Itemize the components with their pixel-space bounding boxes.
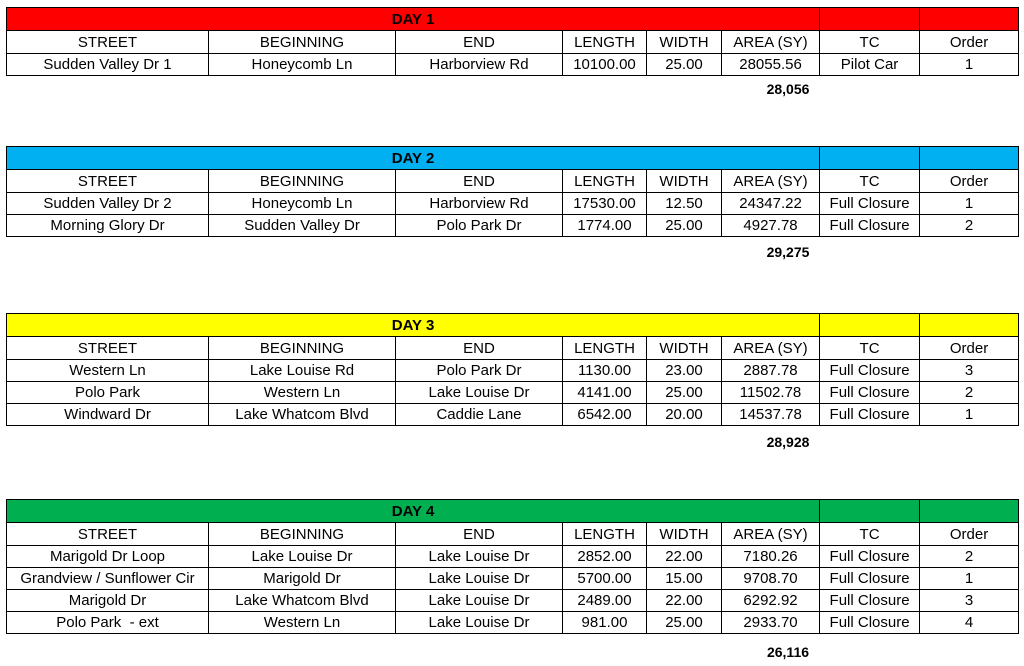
column-header-row xyxy=(7,523,1019,546)
col-header-beginning: BEGINNING xyxy=(209,31,396,54)
cell-end: Harborview Rd xyxy=(396,193,563,215)
cell-area: 11502.78 xyxy=(722,382,820,404)
day-title: DAY 4 xyxy=(7,500,820,523)
cell-length: 1774.00 xyxy=(563,215,647,237)
header-fill-cell xyxy=(920,147,1019,170)
cell-street: Marigold Dr xyxy=(7,590,209,612)
col-header-end: END xyxy=(396,337,563,360)
cell-length: 2489.00 xyxy=(563,590,647,612)
col-header-tc: TC xyxy=(820,170,920,193)
cell-end: Lake Louise Dr xyxy=(396,382,563,404)
cell-tc: Full Closure xyxy=(820,612,920,634)
cell-beginning: Lake Whatcom Blvd xyxy=(209,404,396,426)
cell-order: 1 xyxy=(920,568,1019,590)
cell-order: 4 xyxy=(920,612,1019,634)
day-header-row xyxy=(7,500,1019,523)
col-header-width: WIDTH xyxy=(647,170,722,193)
day3-total: 28,928 xyxy=(766,434,810,450)
table-row xyxy=(7,193,1019,215)
cell-width: 25.00 xyxy=(647,54,722,76)
cell-order: 2 xyxy=(920,382,1019,404)
cell-width: 25.00 xyxy=(647,382,722,404)
col-header-area: AREA (SY) xyxy=(722,170,820,193)
cell-width: 25.00 xyxy=(647,215,722,237)
day-title: DAY 3 xyxy=(7,314,820,337)
cell-beginning: Honeycomb Ln xyxy=(209,54,396,76)
day1-total: 28,056 xyxy=(766,81,810,97)
cell-beginning: Sudden Valley Dr xyxy=(209,215,396,237)
cell-width: 22.00 xyxy=(647,590,722,612)
col-header-width: WIDTH xyxy=(647,523,722,546)
cell-order: 3 xyxy=(920,360,1019,382)
header-fill-cell xyxy=(920,8,1019,31)
cell-street: Morning Glory Dr xyxy=(7,215,209,237)
col-header-street: STREET xyxy=(7,337,209,360)
cell-length: 4141.00 xyxy=(563,382,647,404)
table-row xyxy=(7,360,1019,382)
col-header-end: END xyxy=(396,170,563,193)
cell-end: Harborview Rd xyxy=(396,54,563,76)
cell-order: 3 xyxy=(920,590,1019,612)
header-fill-cell xyxy=(820,8,920,31)
cell-width: 22.00 xyxy=(647,546,722,568)
day-header-row xyxy=(7,314,1019,337)
table-row xyxy=(7,215,1019,237)
col-header-area: AREA (SY) xyxy=(722,337,820,360)
col-header-order: Order xyxy=(920,170,1019,193)
day3-block xyxy=(6,313,1019,426)
day4-total: 26,116 xyxy=(766,644,810,660)
table-row xyxy=(7,382,1019,404)
cell-width: 15.00 xyxy=(647,568,722,590)
col-header-area: AREA (SY) xyxy=(722,31,820,54)
col-header-length: LENGTH xyxy=(563,170,647,193)
cell-length: 10100.00 xyxy=(563,54,647,76)
col-header-width: WIDTH xyxy=(647,31,722,54)
day2-table xyxy=(6,146,1019,237)
cell-length: 5700.00 xyxy=(563,568,647,590)
col-header-length: LENGTH xyxy=(563,337,647,360)
cell-end: Lake Louise Dr xyxy=(396,546,563,568)
table-row xyxy=(7,54,1019,76)
cell-width: 20.00 xyxy=(647,404,722,426)
cell-order: 1 xyxy=(920,193,1019,215)
column-header-row xyxy=(7,170,1019,193)
col-header-order: Order xyxy=(920,523,1019,546)
col-header-beginning: BEGINNING xyxy=(209,170,396,193)
day4-block xyxy=(6,499,1019,634)
cell-beginning: Honeycomb Ln xyxy=(209,193,396,215)
cell-width: 25.00 xyxy=(647,612,722,634)
cell-street: Windward Dr xyxy=(7,404,209,426)
cell-area: 9708.70 xyxy=(722,568,820,590)
cell-beginning: Marigold Dr xyxy=(209,568,396,590)
cell-tc: Full Closure xyxy=(820,215,920,237)
cell-end: Lake Louise Dr xyxy=(396,568,563,590)
col-header-order: Order xyxy=(920,31,1019,54)
cell-street: Grandview / Sunflower Cir xyxy=(7,568,209,590)
col-header-length: LENGTH xyxy=(563,31,647,54)
cell-length: 1130.00 xyxy=(563,360,647,382)
cell-length: 2852.00 xyxy=(563,546,647,568)
table-row xyxy=(7,590,1019,612)
cell-beginning: Western Ln xyxy=(209,382,396,404)
col-header-street: STREET xyxy=(7,523,209,546)
cell-end: Polo Park Dr xyxy=(396,215,563,237)
cell-end: Lake Louise Dr xyxy=(396,590,563,612)
col-header-beginning: BEGINNING xyxy=(209,523,396,546)
day-title: DAY 1 xyxy=(7,8,820,31)
cell-end: Lake Louise Dr xyxy=(396,612,563,634)
cell-length: 6542.00 xyxy=(563,404,647,426)
header-fill-cell xyxy=(920,500,1019,523)
day4-table xyxy=(6,499,1019,634)
header-fill-cell xyxy=(920,314,1019,337)
col-header-tc: TC xyxy=(820,31,920,54)
cell-tc: Full Closure xyxy=(820,590,920,612)
cell-tc: Full Closure xyxy=(820,404,920,426)
cell-order: 2 xyxy=(920,546,1019,568)
header-fill-cell xyxy=(820,147,920,170)
day2-block xyxy=(6,146,1019,237)
cell-end: Polo Park Dr xyxy=(396,360,563,382)
col-header-area: AREA (SY) xyxy=(722,523,820,546)
cell-length: 981.00 xyxy=(563,612,647,634)
day-header-row xyxy=(7,147,1019,170)
cell-area: 14537.78 xyxy=(722,404,820,426)
cell-area: 4927.78 xyxy=(722,215,820,237)
cell-area: 2933.70 xyxy=(722,612,820,634)
cell-width: 23.00 xyxy=(647,360,722,382)
col-header-width: WIDTH xyxy=(647,337,722,360)
cell-tc: Full Closure xyxy=(820,568,920,590)
cell-tc: Pilot Car xyxy=(820,54,920,76)
day-header-row xyxy=(7,8,1019,31)
day-title: DAY 2 xyxy=(7,147,820,170)
header-fill-cell xyxy=(820,500,920,523)
table-row xyxy=(7,546,1019,568)
cell-street: Sudden Valley Dr 2 xyxy=(7,193,209,215)
cell-width: 12.50 xyxy=(647,193,722,215)
col-header-length: LENGTH xyxy=(563,523,647,546)
cell-length: 17530.00 xyxy=(563,193,647,215)
col-header-street: STREET xyxy=(7,170,209,193)
cell-area: 28055.56 xyxy=(722,54,820,76)
cell-tc: Full Closure xyxy=(820,546,920,568)
col-header-beginning: BEGINNING xyxy=(209,337,396,360)
cell-tc: Full Closure xyxy=(820,193,920,215)
col-header-tc: TC xyxy=(820,523,920,546)
table-row xyxy=(7,404,1019,426)
cell-order: 2 xyxy=(920,215,1019,237)
column-header-row xyxy=(7,337,1019,360)
col-header-street: STREET xyxy=(7,31,209,54)
cell-street: Sudden Valley Dr 1 xyxy=(7,54,209,76)
day1-table xyxy=(6,7,1019,76)
cell-street: Polo Park - ext xyxy=(7,612,209,634)
day2-total: 29,275 xyxy=(766,244,810,260)
header-fill-cell xyxy=(820,314,920,337)
cell-end: Caddie Lane xyxy=(396,404,563,426)
col-header-end: END xyxy=(396,31,563,54)
col-header-end: END xyxy=(396,523,563,546)
day1-block xyxy=(6,7,1019,76)
col-header-order: Order xyxy=(920,337,1019,360)
cell-area: 2887.78 xyxy=(722,360,820,382)
cell-beginning: Lake Louise Rd xyxy=(209,360,396,382)
cell-tc: Full Closure xyxy=(820,382,920,404)
cell-order: 1 xyxy=(920,54,1019,76)
table-row xyxy=(7,568,1019,590)
cell-area: 7180.26 xyxy=(722,546,820,568)
table-row xyxy=(7,612,1019,634)
cell-area: 24347.22 xyxy=(722,193,820,215)
cell-street: Western Ln xyxy=(7,360,209,382)
cell-area: 6292.92 xyxy=(722,590,820,612)
cell-beginning: Lake Louise Dr xyxy=(209,546,396,568)
cell-order: 1 xyxy=(920,404,1019,426)
column-header-row xyxy=(7,31,1019,54)
cell-beginning: Lake Whatcom Blvd xyxy=(209,590,396,612)
col-header-tc: TC xyxy=(820,337,920,360)
cell-beginning: Western Ln xyxy=(209,612,396,634)
cell-tc: Full Closure xyxy=(820,360,920,382)
day3-table xyxy=(6,313,1019,426)
cell-street: Polo Park xyxy=(7,382,209,404)
cell-street: Marigold Dr Loop xyxy=(7,546,209,568)
